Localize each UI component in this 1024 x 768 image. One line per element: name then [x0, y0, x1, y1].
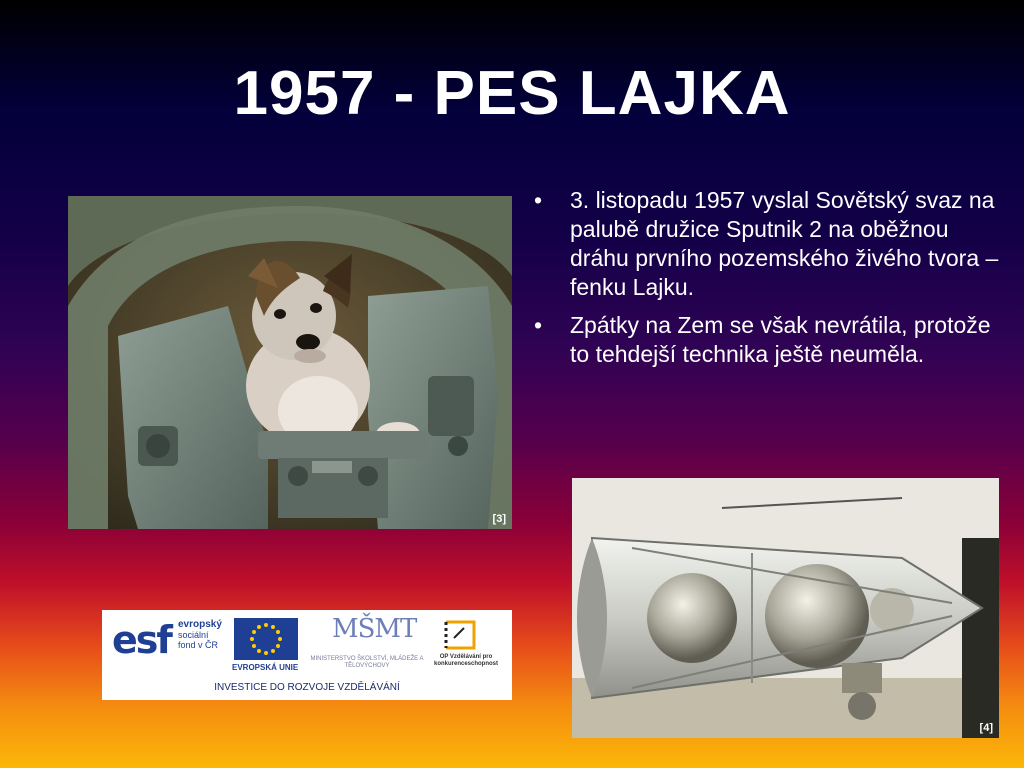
- laika-dog-photo: [68, 196, 512, 529]
- eu-flag-icon: [234, 618, 298, 660]
- bullet-item: [530, 186, 1000, 302]
- bullet-symbol: •: [534, 187, 543, 213]
- slide-title: 1957 - PES LAJKA: [233, 59, 791, 128]
- dog-photo-credit: [3]: [492, 513, 506, 525]
- esf-text-line: evropský: [178, 619, 222, 630]
- sputnik-photo-credit: [4]: [979, 722, 993, 734]
- msmt-logo: MŠMT: [332, 614, 417, 644]
- eu-caption: EVROPSKÁ UNIE: [232, 663, 299, 672]
- esf-text-line: sociální: [178, 630, 209, 640]
- laika-dog-illustration: [68, 196, 512, 529]
- sputnik-illustration: [572, 478, 999, 738]
- msmt-caption: MINISTERSTVO ŠKOLSTVÍ, MLÁDEŽE A TĚLOVÝCHOVY: [310, 656, 424, 669]
- bullet-text: Zpátky na Zem se však nevrátila, protože to tehdejší technika ještě neuměla.: [570, 312, 991, 367]
- funding-logo-bar: [102, 610, 512, 700]
- esf-logo-text: [178, 620, 222, 650]
- bullet-list: [530, 186, 1000, 378]
- bullet-item: [530, 311, 1000, 369]
- sputnik-photo: [572, 478, 999, 738]
- bullet-text: 3. listopadu 1957 vyslal Sovětský svaz na palubě družice Sputnik 2 na oběžnou dráhu prvního pozemského živého tvora – fenku Lajku.: [570, 187, 999, 300]
- op-caption: OP Vzdělávání pro konkurenceschopnost: [433, 654, 498, 667]
- op-vzdelavani-icon: [440, 618, 480, 652]
- esf-logo: esf: [112, 618, 171, 662]
- esf-text-line: fond v ČR: [178, 640, 219, 650]
- bullet-symbol: •: [534, 312, 543, 338]
- logo-footer-text: INVESTICE DO ROZVOJE VZDĚLÁVÁNÍ: [214, 682, 400, 693]
